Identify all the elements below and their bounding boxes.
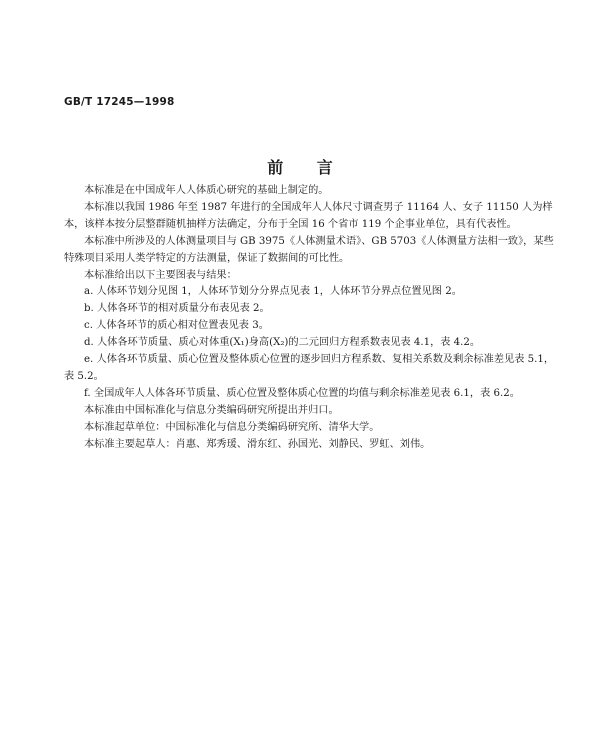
page-heading: 前 言 xyxy=(267,158,347,177)
paragraph-measurement: 本标准中所涉及的人体测量项目与 GB 3975《人体测量术语》、GB 5703《人体测量方法相一致》，某些特殊项目采用人类学特定的方法测量，保证了数据间的可比性。 xyxy=(64,235,554,264)
paragraph-sample: 本标准以我国 1986 年至 1987 年进行的全国成年人人体尺寸调查男子 11164 人、女子 11150 人为样本，该样本按分层整群随机抽样方法确定，分布于全国 16 个省市 119 个企事业单位，具有代表性。 xyxy=(64,201,553,230)
paragraph-drafting-units: 本标准起草单位：中国标准化与信息分类编码研究所、清华大学。 xyxy=(84,421,380,433)
list-item-d: d. 人体各环节质量、质心对体重(X₁)身高(X₂)的二元回归方程系数表见表 4.1，表 4.2。 xyxy=(84,337,481,349)
foreword-body xyxy=(64,183,554,454)
list-item-f: f. 全国成年人人体各环节质量、质心位置及整体质心位置的均值与剩余标准差见表 6.1，表 6.2。 xyxy=(84,387,520,399)
list-item-e: e. 人体各环节质量、质心位置及整体质心位置的逐步回归方程系数、复相关系数及剩余标准差见表 5.1，表 5.2。 xyxy=(64,354,555,382)
paragraph-basis: 本标准是在中国成年人人体质心研究的基础上制定的。 xyxy=(84,185,329,196)
paragraph-proposer: 本标准由中国标准化与信息分类编码研究所提出并归口。 xyxy=(84,404,339,416)
list-item-c: c. 人体各环节的质心相对位置表见表 3。 xyxy=(84,320,269,332)
list-item-b: b. 人体各环节的相对质量分布表见表 2。 xyxy=(84,303,270,315)
paragraph-drafters: 本标准主要起草人：肖惠、郑秀瑗、滑东红、孙国光、刘静民、罗虹、刘伟。 xyxy=(84,438,431,450)
paragraph-results-intro: 本标准给出以下主要图表与结果： xyxy=(84,269,237,281)
list-item-a: a. 人体环节划分见图 1，人体环节划分分界点见表 1，人体环节分界点位置见图 2。 xyxy=(84,286,462,298)
standard-code: GB/T 17245—1998 xyxy=(64,96,175,108)
